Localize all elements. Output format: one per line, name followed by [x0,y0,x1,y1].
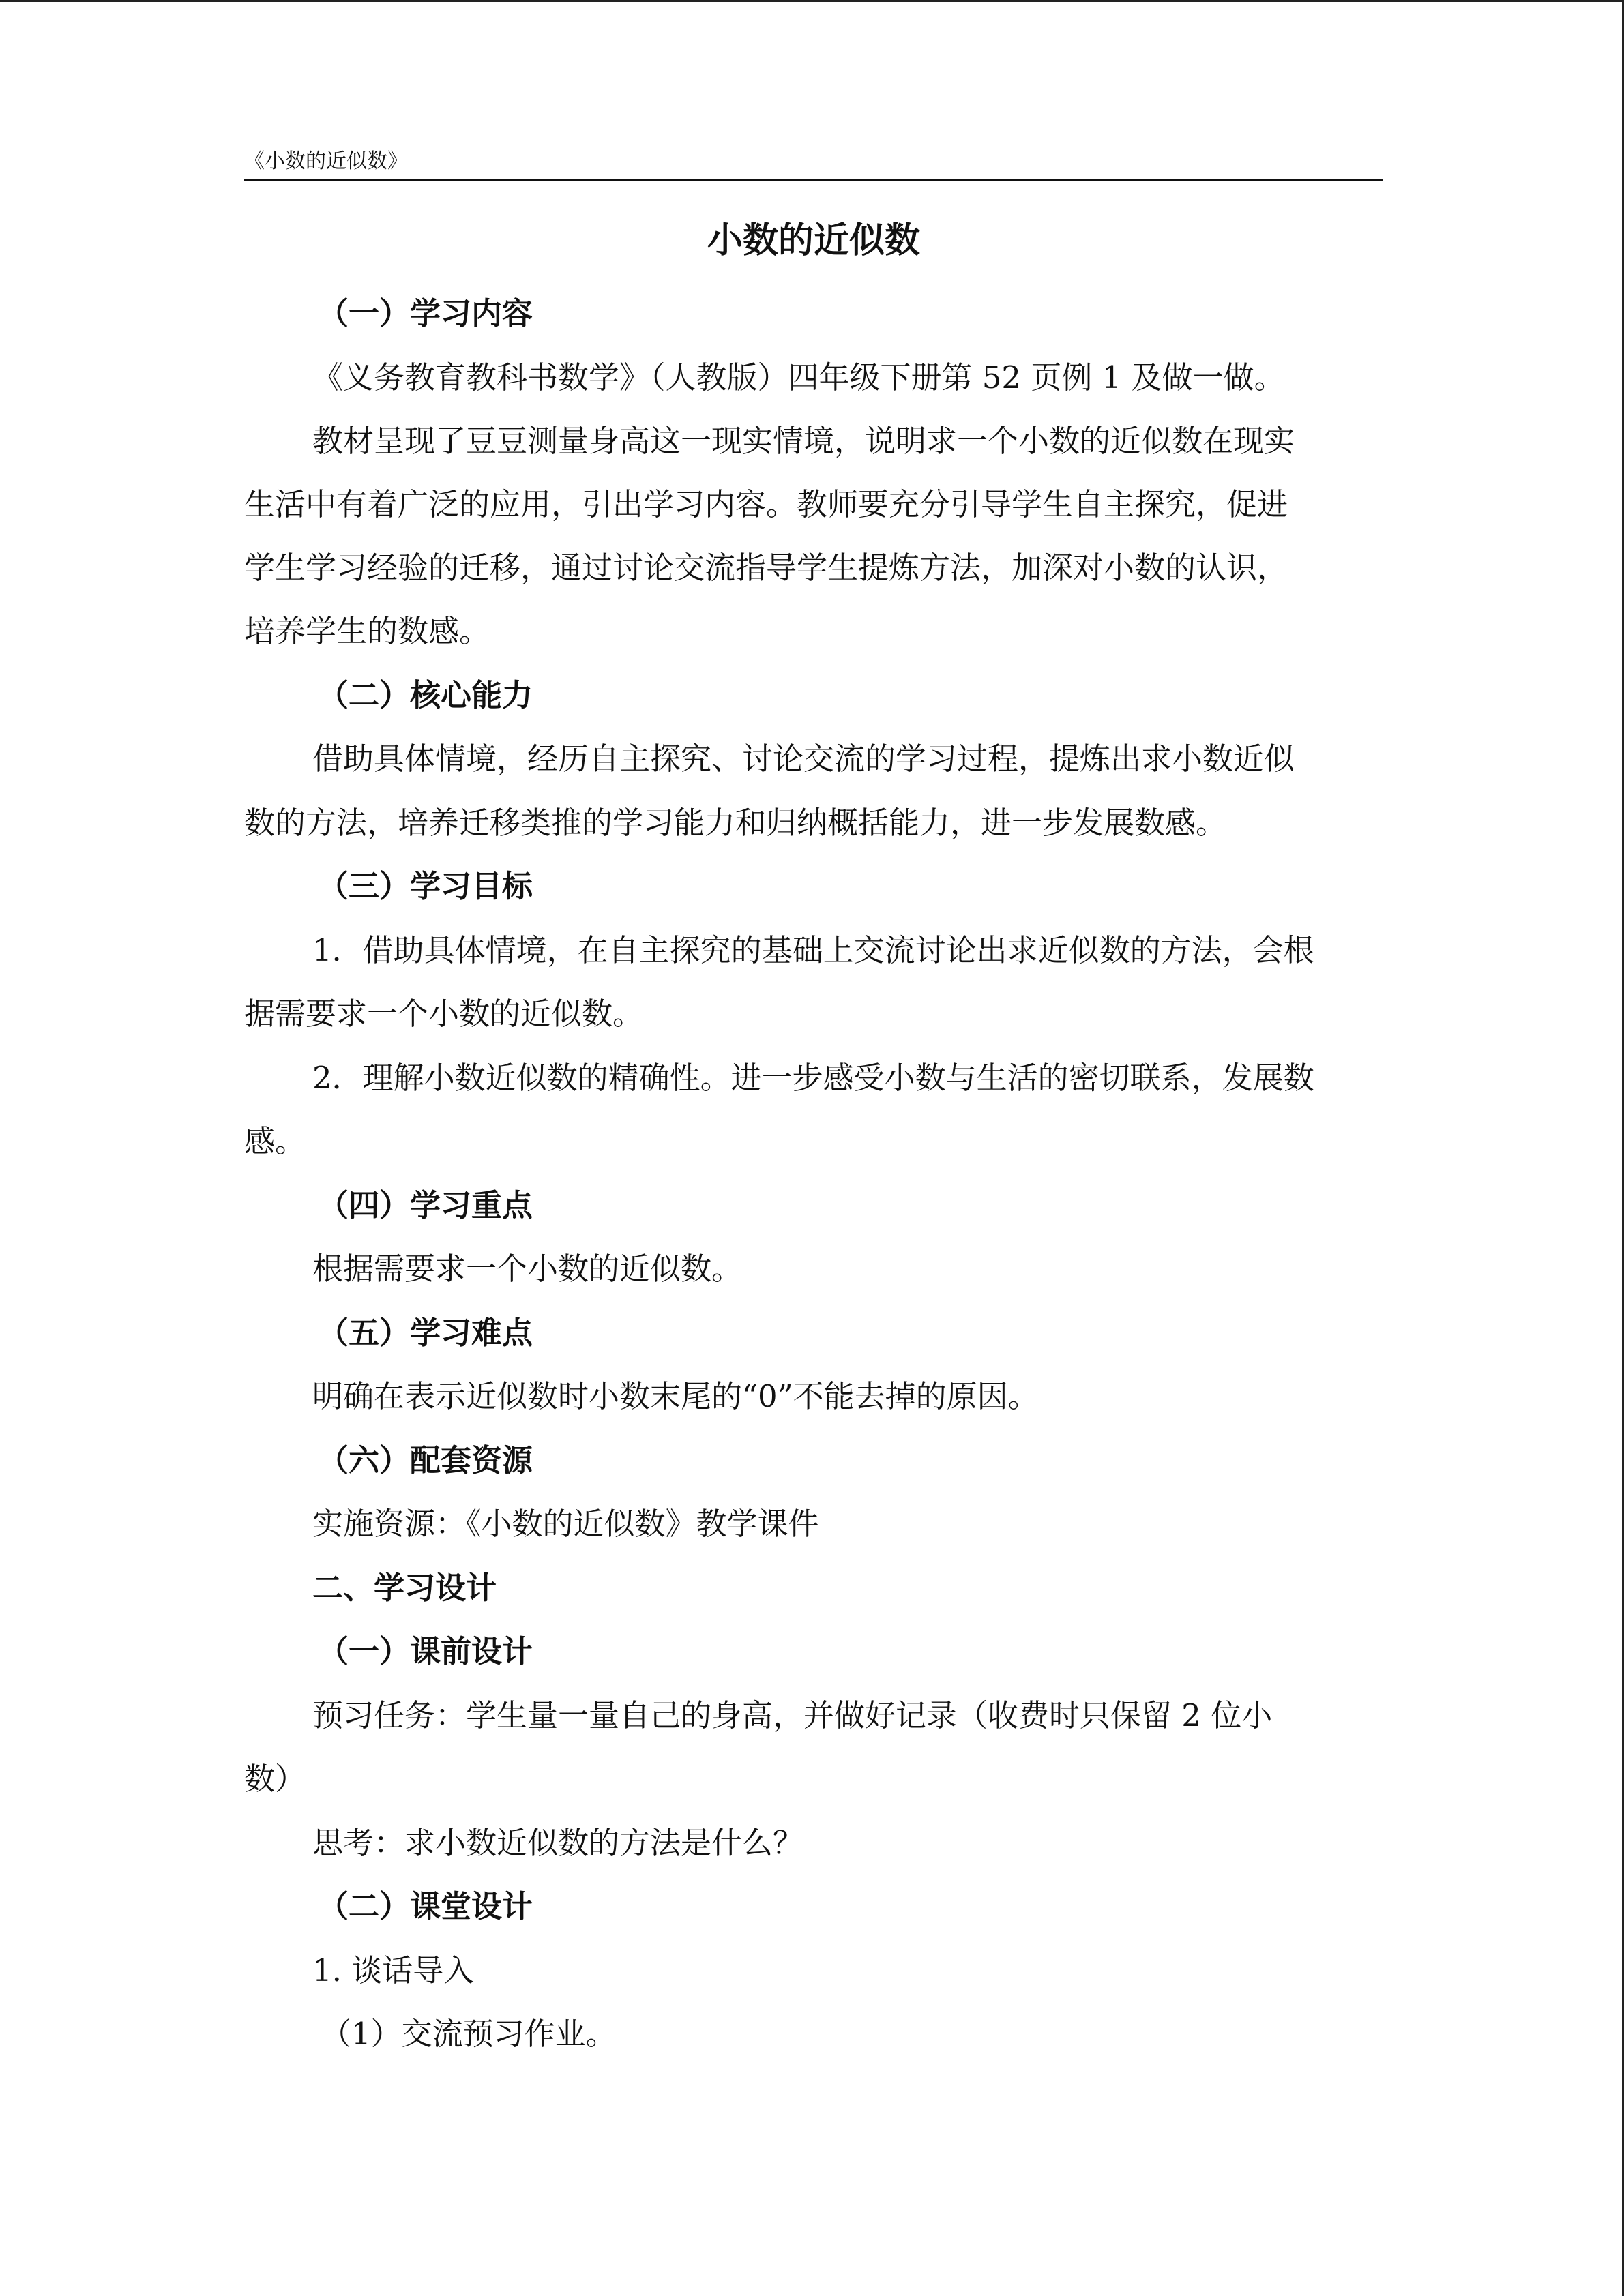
section-heading-learning-content: （一）学习内容 [318,295,533,331]
paragraph-line: 1. 谈话导入 [312,1952,475,1988]
paragraph-line: 感。 [244,1123,306,1159]
paragraph-line: 《义务教育教科书数学》（人教版）四年级下册第 52 页例 1 及做一做。 [312,359,1285,396]
paragraph-line: 据需要求一个小数的近似数。 [244,996,644,1032]
paragraph-line: 预习任务：学生量一量自己的身高，并做好记录（收费时只保留 2 位小 [312,1697,1273,1733]
section-heading-resources: （六）配套资源 [318,1442,533,1478]
paragraph-line: 1．借助具体情境，在自主探究的基础上交流讨论出求近似数的方法，会根 [312,932,1314,968]
page-border-top [0,0,1624,2]
section-heading-core-ability: （二）核心能力 [318,677,533,713]
paragraph-line: 教材呈现了豆豆测量身高这一现实情境，说明求一个小数的近似数在现实 [312,423,1295,459]
paragraph-line: 2．理解小数近似数的精确性。进一步感受小数与生活的密切联系，发展数 [312,1060,1314,1096]
paragraph-line: 明确在表示近似数时小数末尾的“0”不能去掉的原因。 [312,1378,1039,1414]
section-heading-difficulties: （五）学习难点 [318,1315,533,1351]
paragraph-line: 数） [244,1761,306,1797]
header-rule [244,179,1383,181]
paragraph-line: 学生学习经验的迁移，通过讨论交流指导学生提炼方法，加深对小数的认识， [244,550,1288,586]
paragraph-line: 数的方法，培养迁移类推的学习能力和归纳概括能力，进一步发展数感。 [244,805,1227,841]
paragraph-line: 思考：求小数近似数的方法是什么？ [312,1825,804,1861]
running-header: 《小数的近似数》 [244,149,408,173]
paragraph-line: 根据需要求一个小数的近似数。 [312,1251,743,1287]
section-heading-pre-class-design: （一）课前设计 [318,1633,533,1669]
paragraph-line: 借助具体情境，经历自主探究、讨论交流的学习过程，提炼出求小数近似 [312,741,1295,777]
section-heading-learning-goals: （三）学习目标 [318,868,533,904]
paragraph-line: 生活中有着广泛的应用，引出学习内容。教师要充分引导学生自主探究，促进 [244,486,1288,522]
section-heading-key-points: （四）学习重点 [318,1187,533,1223]
paragraph-line: 培养学生的数感。 [244,613,490,649]
section-heading-classroom-design: （二）课堂设计 [318,1888,533,1924]
paragraph-line: 实施资源：《小数的近似数》教学课件 [312,1506,819,1542]
section-heading-learning-design: 二、学习设计 [312,1570,497,1606]
paragraph-line: （1）交流预习作业。 [321,2016,617,2052]
document-title: 小数的近似数 [707,220,920,261]
